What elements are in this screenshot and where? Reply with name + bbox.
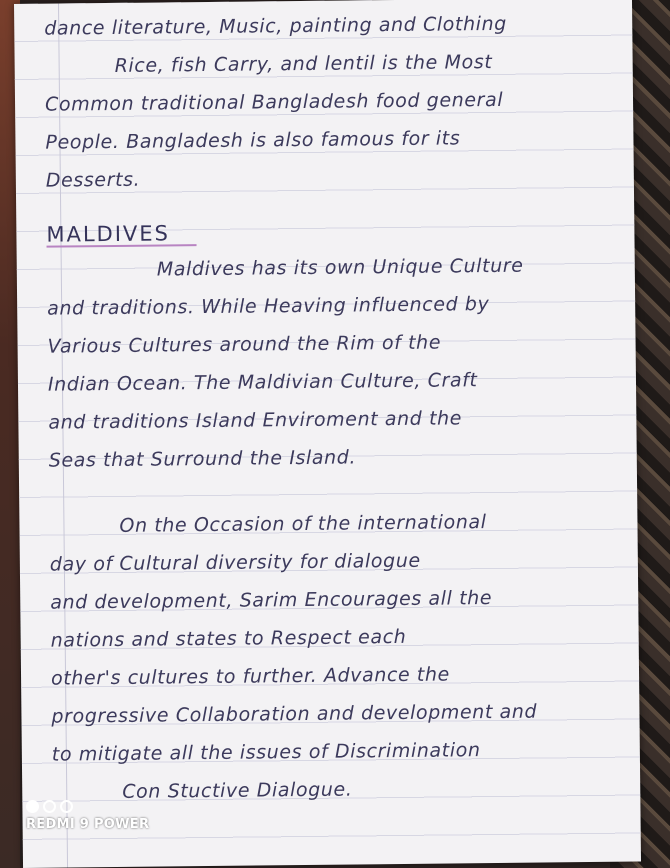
watermark-text: REDMI 9 POWER bbox=[26, 817, 150, 832]
text-line: Con Stuctive Dialogue. bbox=[122, 778, 353, 803]
camera-dots-icon bbox=[26, 800, 149, 813]
text-line: and development, Sarim Encourages all the bbox=[50, 587, 493, 614]
dot-icon bbox=[43, 800, 56, 813]
section-heading: MALDIVES bbox=[46, 221, 171, 247]
text-line: to mitigate all the issues of Discrimination bbox=[51, 739, 481, 766]
text-line: and traditions. While Heaving influenced by bbox=[47, 293, 490, 320]
text-line: nations and states to Respect each bbox=[50, 625, 407, 652]
text-line: On the Occasion of the international bbox=[119, 511, 487, 537]
text-line: other's cultures to further. Advance the bbox=[50, 663, 450, 690]
handwritten-text bbox=[44, 4, 632, 812]
notebook-page bbox=[14, 0, 641, 868]
text-line: Indian Ocean. The Maldivian Culture, Craft bbox=[47, 369, 478, 396]
camera-watermark bbox=[26, 800, 149, 832]
text-line: progressive Collaboration and development and bbox=[51, 700, 538, 728]
text-line: day of Cultural diversity for dialogue bbox=[49, 549, 421, 576]
text-line: Desserts. bbox=[45, 168, 141, 192]
text-line: Maldives has its own Unique Culture bbox=[156, 254, 524, 281]
dot-icon bbox=[26, 800, 39, 813]
text-line: Various Cultures around the Rim of the bbox=[47, 331, 442, 358]
text-line: People. Bangladesh is also famous for its bbox=[45, 127, 461, 154]
text-line: dance literature, Music, painting and Clothing bbox=[44, 12, 507, 40]
text-line: and traditions Island Enviroment and the bbox=[48, 407, 463, 434]
text-line: Common traditional Bangladesh food general bbox=[44, 88, 504, 116]
dot-icon bbox=[60, 800, 73, 813]
text-line: Seas that Surround the Island. bbox=[48, 446, 357, 472]
text-line: Rice, fish Carry, and lentil is the Most bbox=[114, 50, 493, 77]
